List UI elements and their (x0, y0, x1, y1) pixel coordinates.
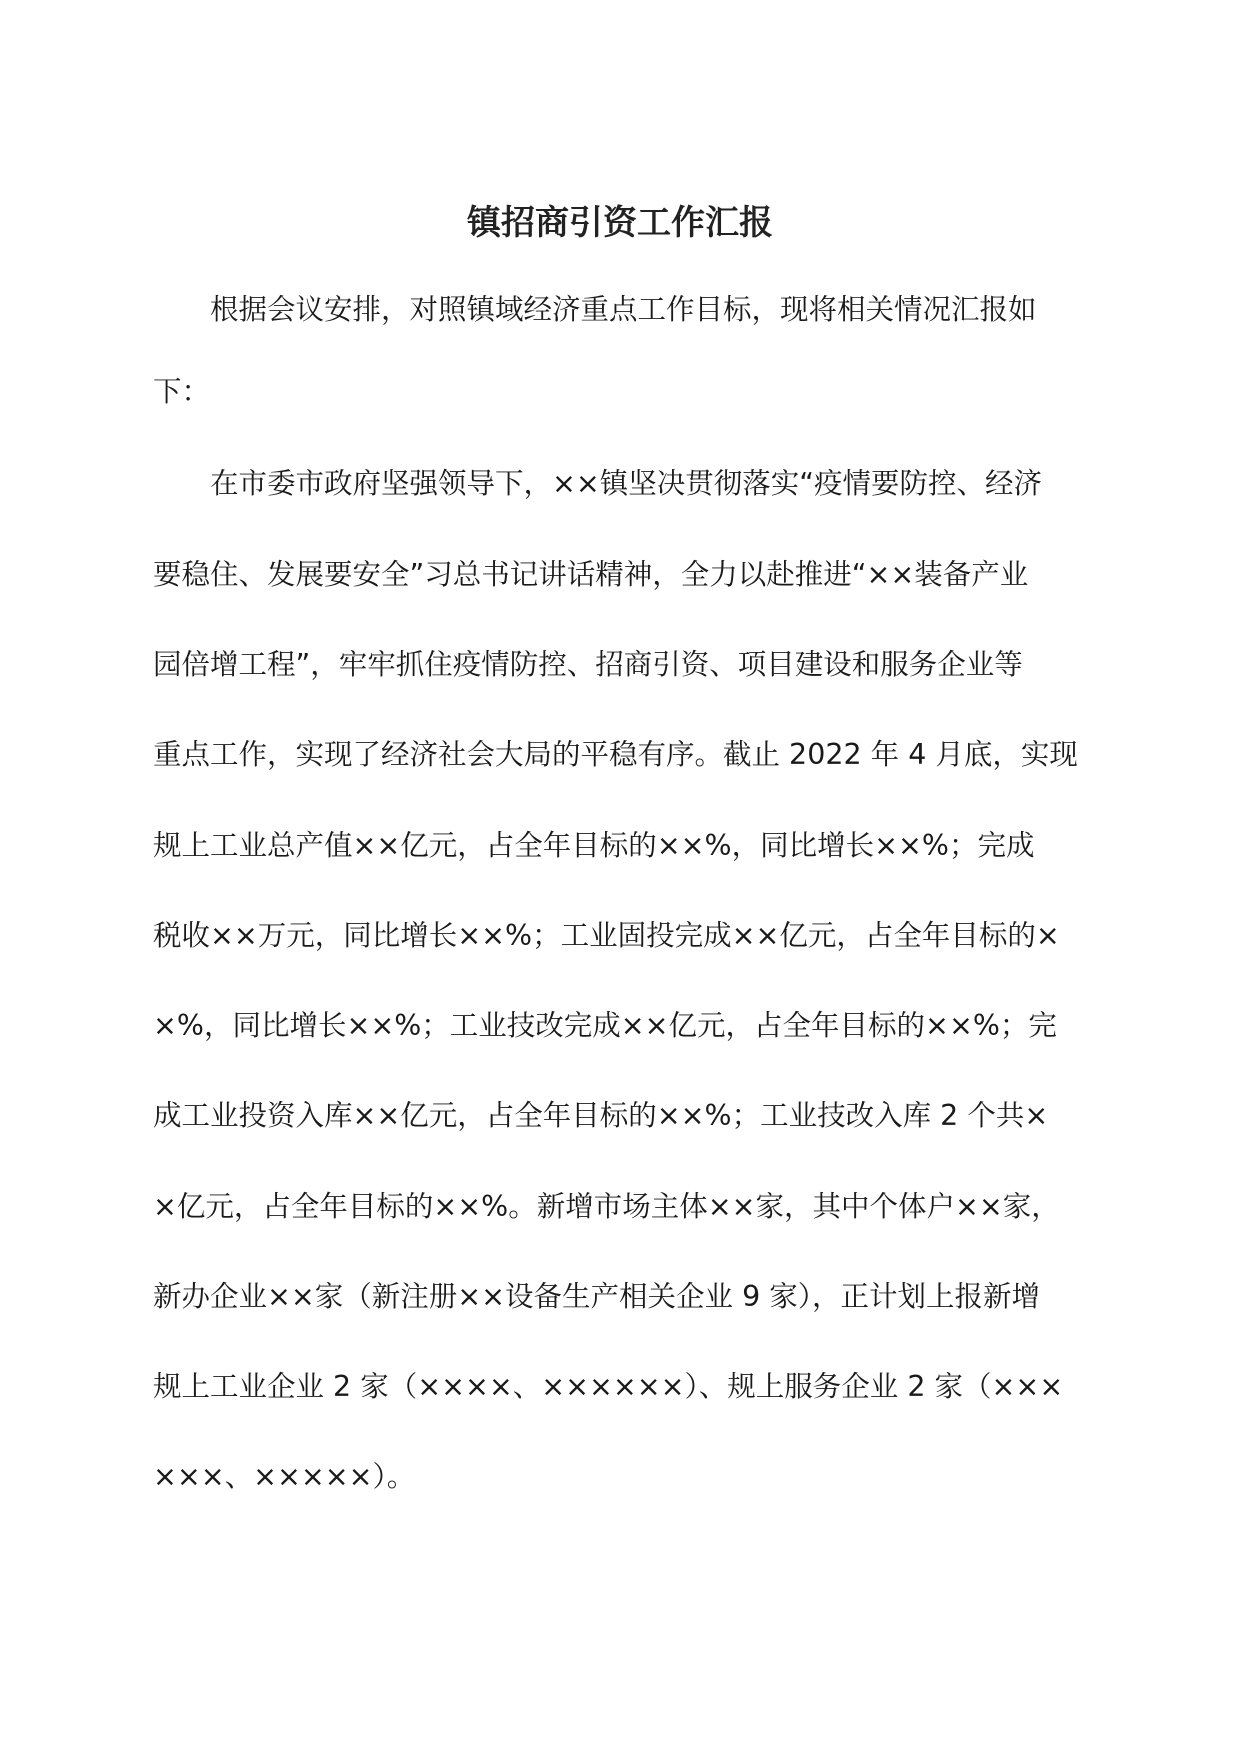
text-line: 新办企业××家（新注册××设备生产相关企业 9 家），正计划上报新增 (153, 1280, 1041, 1313)
text-line: 下： (153, 375, 211, 408)
text-line: 税收××万元，同比增长××%；工业固投完成××亿元，占全年目标的× (153, 919, 1060, 952)
text-line: 成工业投资入库××亿元，占全年目标的××%；工业技改入库 2 个共× (153, 1099, 1049, 1132)
text-line: 园倍增工程”，牢牢抓住疫情防控、招商引资、项目建设和服务企业等 (153, 648, 1023, 681)
text-line: 规上工业总产值××亿元，占全年目标的××%，同比增长××%；完成 (153, 829, 1035, 862)
text-line: 要稳住、发展要安全”习总书记讲话精神，全力以赴推进“××装备产业 (153, 558, 1029, 591)
text-line: 根据会议安排，对照镇域经济重点工作目标，现将相关情况汇报如 (210, 293, 1037, 326)
text-line: 规上工业企业 2 家（××××、××××××）、规上服务企业 2 家（××× (153, 1370, 1064, 1403)
text-line: ×亿元，占全年目标的××%。新增市场主体××家，其中个体户××家， (153, 1190, 1060, 1223)
text-line: 重点工作，实现了经济社会大局的平稳有序。截止 2022 年 4 月底，实现 (153, 738, 1078, 771)
text-line: 在市委市政府坚强领导下，××镇坚决贯彻落实“疫情要防控、经济 (210, 467, 1043, 500)
text-line: ×%，同比增长××%；工业技改完成××亿元，占全年目标的××%；完 (153, 1009, 1057, 1042)
document-title: 镇招商引资工作汇报 (467, 203, 773, 243)
text-line: ×××、×××××）。 (153, 1460, 416, 1493)
